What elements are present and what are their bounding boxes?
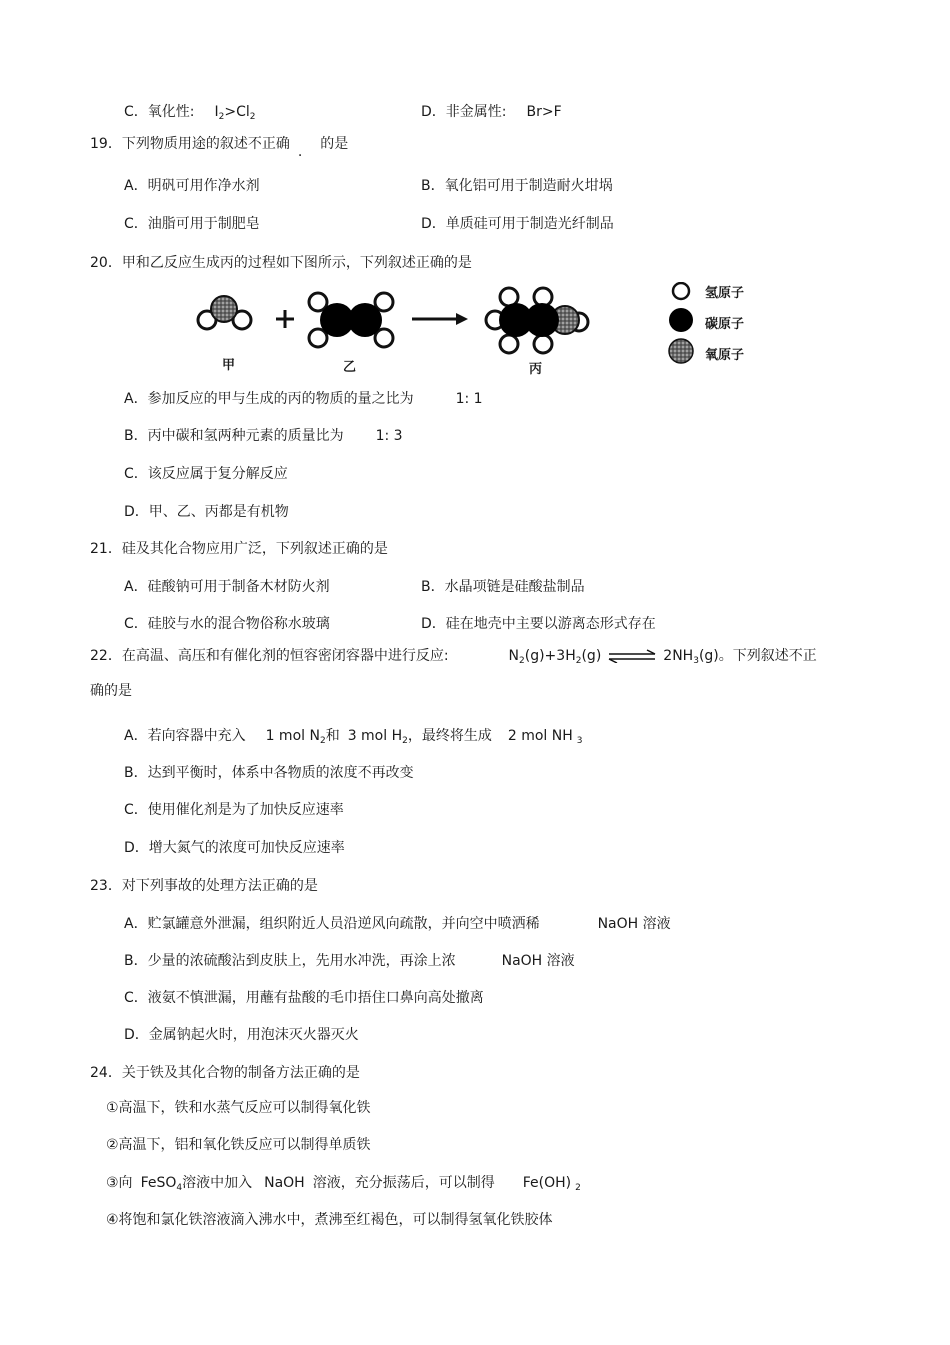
q24-stem: 24．关于铁及其化合物的制备方法正确的是 — [90, 1065, 360, 1081]
equilibrium-arrow-icon — [607, 649, 657, 663]
carbon-atom — [525, 303, 559, 337]
q18-option-c-formula-b: >Cl — [224, 104, 250, 120]
reaction-diagram-svg — [190, 282, 770, 382]
q21-option-a: A．硅酸钠可用于制备木材防火剂 — [124, 579, 330, 595]
molecule-bing — [486, 288, 588, 353]
legend — [669, 283, 693, 363]
equation-state: (g) — [581, 648, 602, 664]
legend-carbon-icon — [669, 308, 693, 332]
q24-item-4: ④将饱和氯化铁溶液滴入沸水中，煮沸至红褐色，可以制得氢氧化铁胶体 — [106, 1212, 553, 1228]
q23-option-d: D．金属钠起火时，用泡沫灭火器灭火 — [124, 1027, 359, 1043]
q22-option-a — [124, 726, 583, 751]
q23-option-a-reagent: NaOH 溶液 — [597, 916, 671, 932]
q22-option-a-text: A．若向容器中充入 — [124, 728, 246, 744]
legend-hydrogen-icon — [673, 283, 689, 299]
molecule-jia — [198, 296, 251, 329]
q20-option-a-text: A．参加反应的甲与生成的丙的物质的量之比为 — [124, 391, 414, 407]
subscript: 2 — [402, 736, 408, 746]
q23-option-a — [124, 914, 671, 934]
hydrogen-atom — [375, 293, 393, 311]
q24-item-3-text-c: 溶液，充分振荡后，可以制得 — [312, 1175, 495, 1191]
hydrogen-atom — [309, 293, 327, 311]
q23-option-b-text: B．少量的浓硫酸沾到皮肤上，先用水冲洗，再涂上浓 — [124, 953, 456, 969]
q19-stem-text: 19．下列物质用途的叙述不正确 — [90, 136, 290, 152]
q18-option-c-formula: I — [214, 104, 219, 120]
q22-option-a-h2: 3 mol H — [347, 728, 403, 744]
q20-stem: 20．甲和乙反应生成丙的过程如下图所示，下列叙述正确的是 — [90, 255, 472, 271]
q22-stem-end: (g)。下列叙述不正 — [698, 648, 817, 664]
hydrogen-atom — [375, 329, 393, 347]
oxygen-atom — [211, 296, 237, 322]
q24-item-3-text-b: 溶液中加入 — [182, 1175, 253, 1191]
q24-item-3-product: Fe(OH) — [522, 1175, 572, 1191]
q22-option-c: C．使用催化剂是为了加快反应速率 — [124, 802, 344, 818]
carbon-atom — [348, 303, 382, 337]
q19-option-c: C．油脂可用于制肥皂 — [124, 216, 260, 232]
subscript: 3 — [693, 656, 699, 666]
q23-option-b — [124, 951, 575, 971]
q20-option-b-text: B．丙中碳和氢两种元素的质量比为 — [124, 428, 344, 444]
hydrogen-atom — [534, 335, 552, 353]
q24-item-3 — [106, 1173, 581, 1198]
q18-option-d-label: D．非金属性: — [421, 104, 507, 120]
q18-option-c-label: C．氧化性: — [124, 104, 195, 120]
reaction-arrow — [412, 313, 468, 325]
equation-reactant: N — [508, 648, 520, 664]
legend-oxygen-icon — [669, 339, 693, 363]
q20-option-c: C．该反应属于复分解反应 — [124, 466, 288, 482]
q19-option-d: D．单质硅可用于制造光纤制品 — [421, 216, 614, 232]
legend-hydrogen-label: 氢原子 — [705, 286, 745, 301]
subscript: 2 — [575, 1183, 581, 1193]
q20-option-b-ratio: 1: 3 — [375, 428, 403, 444]
q22-option-a-text-b: ，最终将生成 — [407, 728, 492, 744]
hydrogen-atom — [309, 329, 327, 347]
subscript: 2 — [575, 656, 582, 666]
q22-option-a-nh3: 2 mol NH — [507, 728, 573, 744]
q24-item-2: ②高温下，铝和氧化铁反应可以制得单质铁 — [106, 1137, 371, 1153]
q23-option-b-reagent: NaOH 溶液 — [501, 953, 575, 969]
q19-option-b: B．氧化铝可用于制造耐火坩埚 — [421, 178, 613, 194]
legend-oxygen-label: 氧原子 — [705, 348, 745, 363]
q19-stem-end: 的是 — [320, 136, 349, 152]
q22-option-b: B．达到平衡时，体系中各物质的浓度不再改变 — [124, 765, 414, 781]
reaction-diagram — [190, 282, 770, 386]
q18-option-d — [421, 102, 562, 122]
q22-stem-text: 22．在高温、高压和有催化剂的恒容密闭容器中进行反应: — [90, 648, 449, 664]
q24-item-3-feso4: FeSO — [140, 1175, 177, 1191]
label-yi: 乙 — [343, 360, 357, 375]
molecule-yi — [309, 293, 393, 347]
q21-option-c: C．硅胶与水的混合物俗称水玻璃 — [124, 616, 330, 632]
q20-option-a — [124, 389, 483, 409]
equation-product: 2NH — [663, 648, 694, 664]
q22-option-a-n2: 1 mol N — [265, 728, 320, 744]
q21-stem: 21．硅及其化合物应用广泛，下列叙述正确的是 — [90, 541, 388, 557]
hydrogen-atom — [500, 335, 518, 353]
q22-option-a-and: 和 — [325, 728, 340, 744]
q20-option-b — [124, 426, 403, 446]
q23-stem: 23．对下列事故的处理方法正确的是 — [90, 878, 318, 894]
q24-item-3-text: ③向 — [106, 1175, 133, 1191]
q18-option-c — [124, 102, 256, 127]
equation-reactant-b: (g)+3H — [524, 648, 576, 664]
label-bing: 丙 — [529, 362, 543, 377]
subscript: 2 — [249, 112, 256, 122]
legend-carbon-label: 碳原子 — [705, 317, 745, 332]
q19-option-a: A．明矾可用作净水剂 — [124, 178, 260, 194]
q20-option-d: D．甲、乙、丙都是有机物 — [124, 504, 289, 520]
q18-option-d-value: Br>F — [526, 104, 562, 120]
q23-option-c: C．液氨不慎泄漏，用蘸有盐酸的毛巾捂住口鼻向高处撤离 — [124, 990, 484, 1006]
emphasis-dot: . — [297, 144, 303, 160]
subscript: 2 — [218, 112, 225, 122]
q19-stem — [90, 134, 349, 160]
subscript: 3 — [576, 736, 583, 746]
q21-option-b: B．水晶项链是硅酸盐制品 — [421, 579, 585, 595]
q22-stem-text-b: 确的是 — [90, 683, 132, 699]
q24-item-1: ①高温下，铁和水蒸气反应可以制得氧化铁 — [106, 1100, 371, 1116]
q22-stem-continued — [90, 681, 132, 701]
subscript: 4 — [176, 1183, 183, 1193]
q23-option-a-text: A．贮氯罐意外泄漏，组织附近人员沿逆风向疏散，并向空中喷洒稀 — [124, 916, 540, 932]
q21-option-d: D．硅在地壳中主要以游离态形式存在 — [421, 616, 656, 632]
subscript: 2 — [519, 656, 525, 666]
plus-sign — [276, 310, 294, 328]
subscript: 2 — [319, 736, 326, 746]
q22-option-d: D．增大氮气的浓度可加快反应速率 — [124, 840, 345, 856]
q22-stem — [90, 646, 817, 671]
label-jia: 甲 — [222, 358, 236, 373]
q24-item-3-naoh: NaOH — [264, 1175, 305, 1191]
q20-option-a-ratio: 1: 1 — [455, 391, 483, 407]
